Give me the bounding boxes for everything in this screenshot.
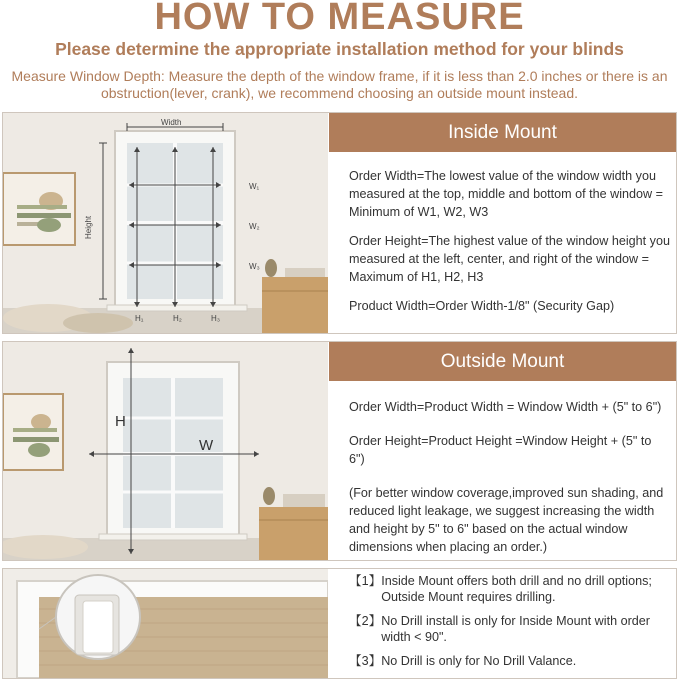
outside-order-width: Order Width=Product Width = Window Width + (5" to 6"): [349, 400, 662, 414]
wall-art: [3, 394, 63, 470]
h-label: H: [115, 413, 126, 430]
note-text: No Drill install is only for Inside Mount with order width < 90".: [381, 614, 650, 644]
w-label: W: [199, 437, 214, 454]
note-number: 【2】: [349, 614, 382, 628]
outside-mount-heading: Outside Mount: [329, 342, 676, 381]
w3-label: W₃: [249, 262, 260, 271]
w1-label: W₁: [249, 182, 260, 191]
inside-order-width: Order Width=The lowest value of the window width you measured at the top, middle and bottom of the window = Minimum of W1, W2, W3: [349, 169, 663, 219]
inside-product-width: Product Width=Order Width-1/8" (Security Gap): [349, 299, 615, 313]
height-label: Height: [84, 215, 93, 239]
outside-order-height: Order Height=Product Height =Window Height + (5" to 6"): [349, 434, 652, 466]
inside-mount-text: [349, 167, 670, 315]
inside-order-height: Order Height=The highest value of the window height you measured at the left, center, and right of the window = Maximum of H1, H2, H3: [349, 234, 670, 284]
notes-list: [349, 573, 670, 677]
side-cabinet: [259, 487, 328, 560]
page-subtitle: Please determine the appropriate installation method for your blinds: [55, 39, 624, 59]
h2-label: H₂: [173, 314, 182, 323]
outside-mount-panel: [2, 341, 677, 561]
note-item: [349, 653, 670, 669]
notes-panel: [2, 568, 677, 679]
note-text: No Drill is only for No Drill Valance.: [381, 654, 577, 668]
note-number: 【3】: [349, 654, 382, 668]
inside-mount-panel: [2, 112, 677, 334]
wall-art: [3, 173, 75, 245]
inside-mount-heading: Inside Mount: [329, 113, 676, 152]
note-item: [349, 573, 670, 605]
outside-note: (For better window coverage,improved sun shading, and reduced light leakage, we suggest increasing the width and height by 5" to 6" based on the actual window dimensions when placing an order.): [349, 486, 664, 554]
side-cabinet: [262, 259, 328, 333]
window-frame: [99, 362, 247, 540]
h1-label: H₁: [135, 314, 144, 323]
note-item: [349, 613, 670, 645]
outside-mount-text: [349, 398, 670, 556]
note-text: Inside Mount offers both drill and no drill options; Outside Mount requires drilling.: [381, 574, 652, 604]
measure-depth-intro: Measure Window Depth: Measure the depth of the window frame, if it is less than 2.0 inches or there is an obstruction(lever, crank), we recommend choosing an outside mount instead.: [11, 68, 668, 101]
inside-mount-illustration: [3, 113, 328, 333]
page-title: HOW TO MEASURE: [154, 0, 525, 38]
h3-label: H₃: [211, 314, 221, 323]
outside-mount-illustration: [3, 342, 328, 560]
w2-label: W₂: [249, 222, 260, 231]
width-label: Width: [161, 118, 182, 127]
note-number: 【1】: [349, 574, 382, 588]
window-frame: [107, 131, 247, 311]
blind-closeup-illustration: [3, 569, 328, 678]
